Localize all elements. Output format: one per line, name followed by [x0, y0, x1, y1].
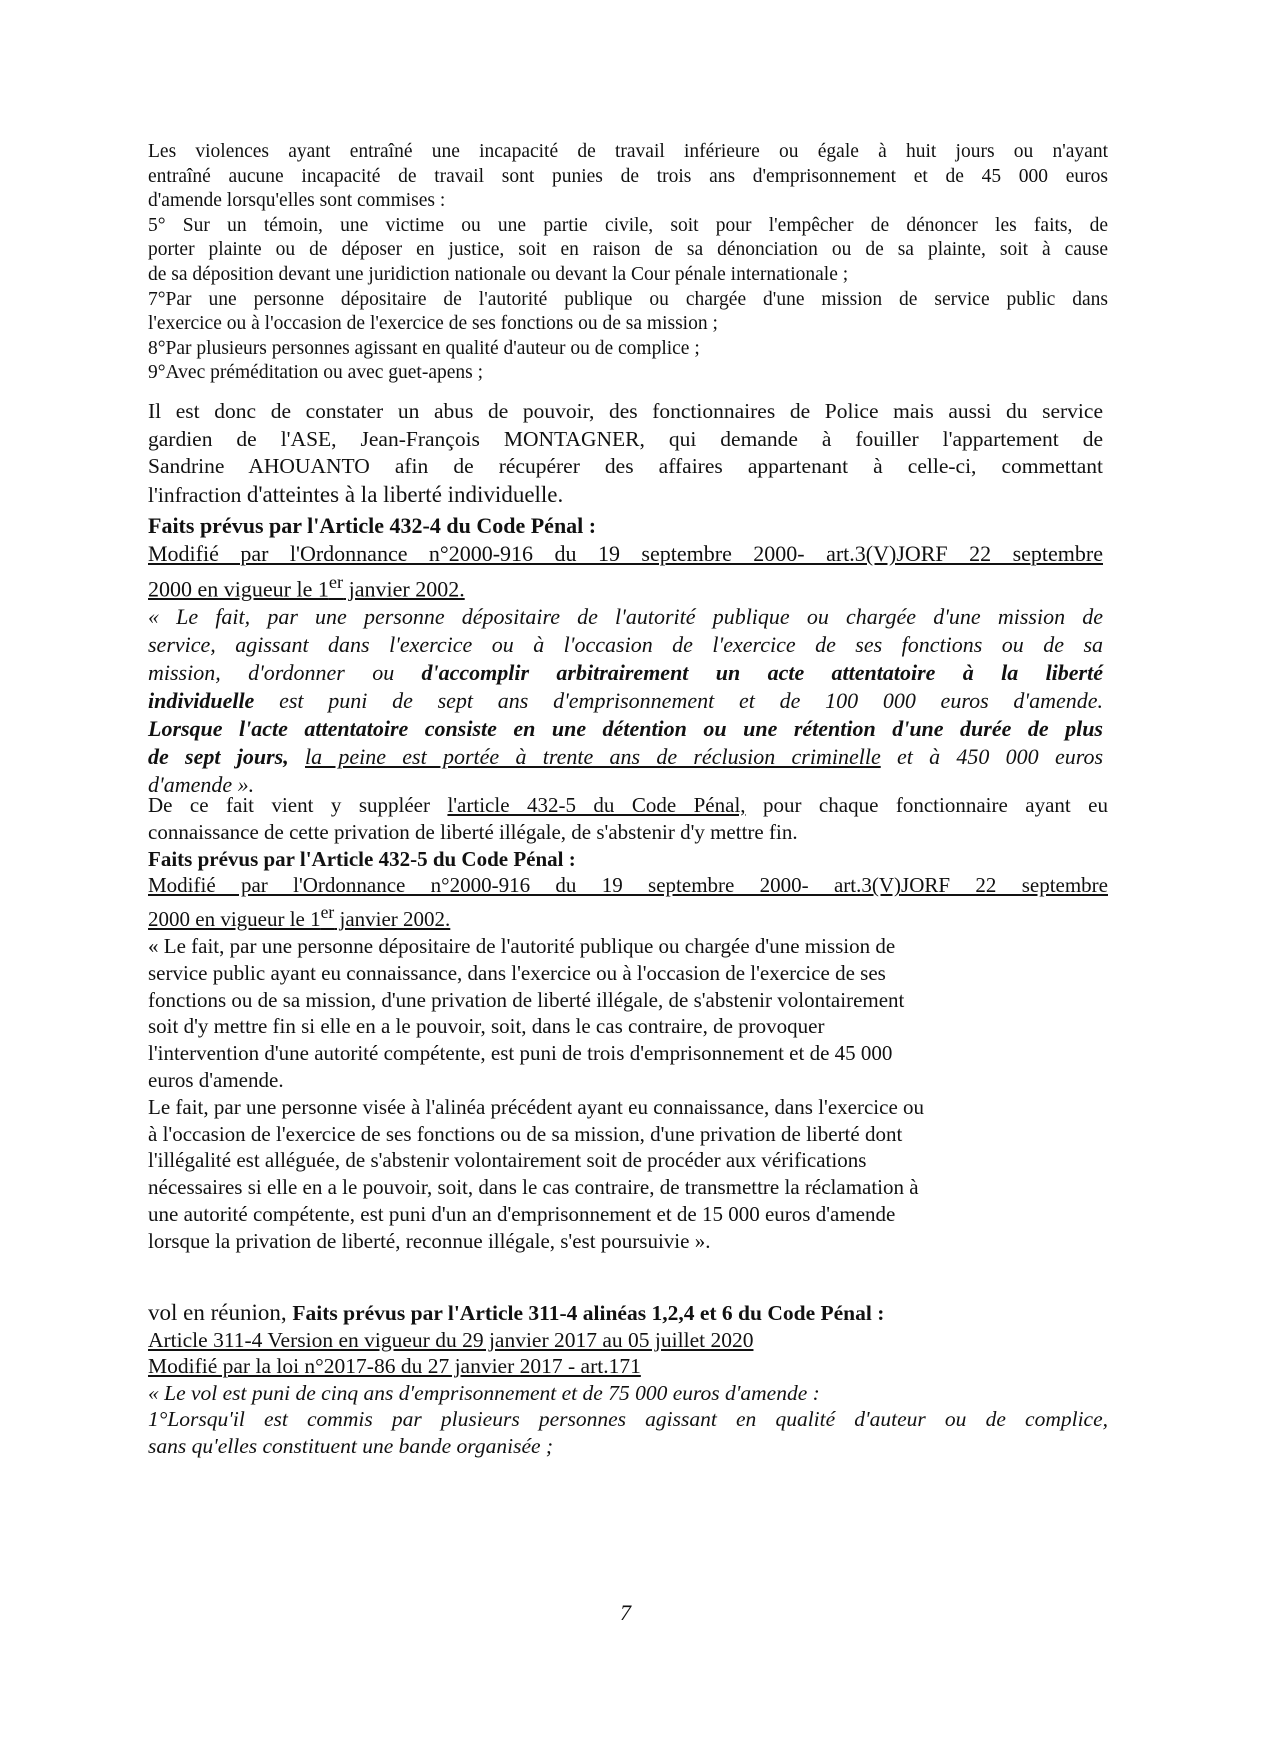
text-line: l'illégalité est alléguée, de s'abstenir volontairement soit de procéder aux vérifications — [148, 1148, 867, 1173]
text-line: lorsque la privation de liberté, reconnue illégale, s'est poursuivie ». — [148, 1228, 711, 1253]
text-line: De ce fait vient y suppléer l'article 432-5 du Code Pénal, pour chaque fonctionnaire ayant eu — [148, 793, 1108, 817]
section-heading: Faits prévus par l'Article 432-4 du Code Pénal : — [148, 513, 597, 538]
text-line: soit d'y mettre fin si elle en a le pouvoir, soit, dans le cas contraire, de provoquer — [148, 1014, 825, 1039]
text-line: gardien de l'ASE, Jean-François MONTAGNER, qui demande à fouiller l'appartement de — [148, 426, 1103, 451]
text-line: Les violences ayant entraîné une incapacité de travail inférieure ou égale à huit jours ou n'ayant — [148, 141, 1108, 162]
text-line: Lorsque l'acte attentatoire consiste en une détention ou une rétention d'une durée de plus — [148, 716, 1103, 742]
abus-section — [148, 398, 1103, 509]
text-line: 2000 en vigueur le 1er janvier 2002. — [148, 902, 451, 932]
section-heading: vol en réunion, Faits prévus par l'Article 311-4 alinéas 1,2,4 et 6 du Code Pénal : — [148, 1300, 885, 1325]
page-number: 7 — [620, 1600, 631, 1625]
text-line: de sa déposition devant une juridiction nationale ou devant la Cour pénale internationale ; — [148, 263, 849, 285]
text-line: porter plainte ou de déposer en justice, soit en raison de sa dénonciation ou de sa plainte, soit à cause — [148, 239, 1108, 261]
text-line: l'infraction d'atteintes à la liberté individuelle. — [148, 481, 564, 507]
violences-section — [148, 140, 1108, 386]
text-line: 9°Avec préméditation ou avec guet-apens ; — [148, 362, 484, 384]
section-heading: Faits prévus par l'Article 432-5 du Code Pénal : — [148, 846, 576, 871]
text-line: service, agissant dans l'exercice ou à l'occasion de l'exercice de ses fonctions ou de sa — [148, 632, 1103, 658]
text-line: fonctions ou de sa mission, d'une privation de liberté illégale, de s'abstenir volontairement — [148, 987, 905, 1012]
text-line: d'amende lorsqu'elles sont commises : — [148, 190, 446, 212]
text-line: 1°Lorsqu'il est commis par plusieurs personnes agissant en qualité d'auteur ou de complice, — [148, 1407, 1108, 1432]
article-432-4-section — [148, 512, 1103, 799]
text-line: nécessaires si elle en a le pouvoir, soit, dans le cas contraire, de transmettre la réclamation à — [148, 1175, 919, 1200]
article-432-5-section — [148, 792, 1108, 1255]
text-line: Sandrine AHOUANTO afin de récupérer des affaires appartenant à celle-ci, commettant — [148, 454, 1103, 479]
text-line: Article 311-4 Version en vigueur du 29 janvier 2017 au 05 juillet 2020 — [148, 1327, 754, 1352]
article-311-4-section — [148, 1300, 1108, 1460]
text-line: de sept jours, la peine est portée à trente ans de réclusion criminelle et à 450 000 euros — [148, 744, 1104, 770]
text-line: connaissance de cette privation de liberté illégale, de s'abstenir d'y mettre fin. — [148, 819, 798, 844]
text-line: « Le fait, par une personne dépositaire de l'autorité publique ou chargée d'une mission de — [148, 604, 1103, 630]
text-line: entraîné aucune incapacité de travail sont punies de trois ans d'emprisonnement et de 45 000 euros — [148, 165, 1108, 187]
text-line: Modifié par l'Ordonnance n°2000-916 du 19 septembre 2000- art.3(V)JORF 22 septembre — [148, 873, 1108, 898]
text-line: à l'occasion de l'exercice de ses fonctions ou de sa mission, d'une privation de liberté dont — [148, 1121, 903, 1146]
text-line: l'exercice ou à l'occasion de l'exercice de ses fonctions ou de sa mission ; — [148, 313, 718, 335]
text-line: individuelle est puni de sept ans d'emprisonnement et de 100 000 euros d'amende. — [148, 688, 1103, 714]
text-line: 2000 en vigueur le 1er janvier 2002. — [148, 572, 465, 602]
text-line: euros d'amende. — [148, 1067, 284, 1092]
text-line: 5° Sur un témoin, une victime ou une partie civile, soit pour l'empêcher de dénoncer les faits, de — [148, 214, 1108, 236]
text-line: Le fait, par une personne visée à l'alinéa précédent ayant eu connaissance, dans l'exercice ou — [148, 1094, 925, 1119]
text-line: d'amende ». — [148, 772, 255, 798]
text-line: une autorité compétente, est puni d'un an d'emprisonnement et de 15 000 euros d'amende — [148, 1201, 896, 1226]
text-line: Modifié par l'Ordonnance n°2000-916 du 19 septembre 2000- art.3(V)JORF 22 septembre — [148, 541, 1103, 566]
text-line: 7°Par une personne dépositaire de l'autorité publique ou chargée d'une mission de service public dans — [148, 288, 1108, 310]
text-line: service public ayant eu connaissance, dans l'exercice ou à l'occasion de l'exercice de ses — [148, 960, 886, 985]
text-line: 8°Par plusieurs personnes agissant en qualité d'auteur ou de complice ; — [148, 337, 700, 359]
text-line: Il est donc de constater un abus de pouvoir, des fonctionnaires de Police mais aussi du service — [148, 399, 1103, 423]
text-line: sans qu'elles constituent une bande organisée ; — [148, 1433, 554, 1458]
text-line: mission, d'ordonner ou d'accomplir arbitrairement un acte attentatoire à la liberté — [148, 660, 1103, 686]
text-line: Modifié par la loi n°2017-86 du 27 janvier 2017 - art.171 — [148, 1354, 641, 1379]
text-line: l'intervention d'une autorité compétente, est puni de trois d'emprisonnement et de 45 000 — [148, 1041, 893, 1066]
text-line: « Le vol est puni de cinq ans d'emprisonnement et de 75 000 euros d'amende : — [148, 1380, 820, 1405]
text-line: « Le fait, par une personne dépositaire de l'autorité publique ou chargée d'une mission de — [148, 933, 896, 958]
